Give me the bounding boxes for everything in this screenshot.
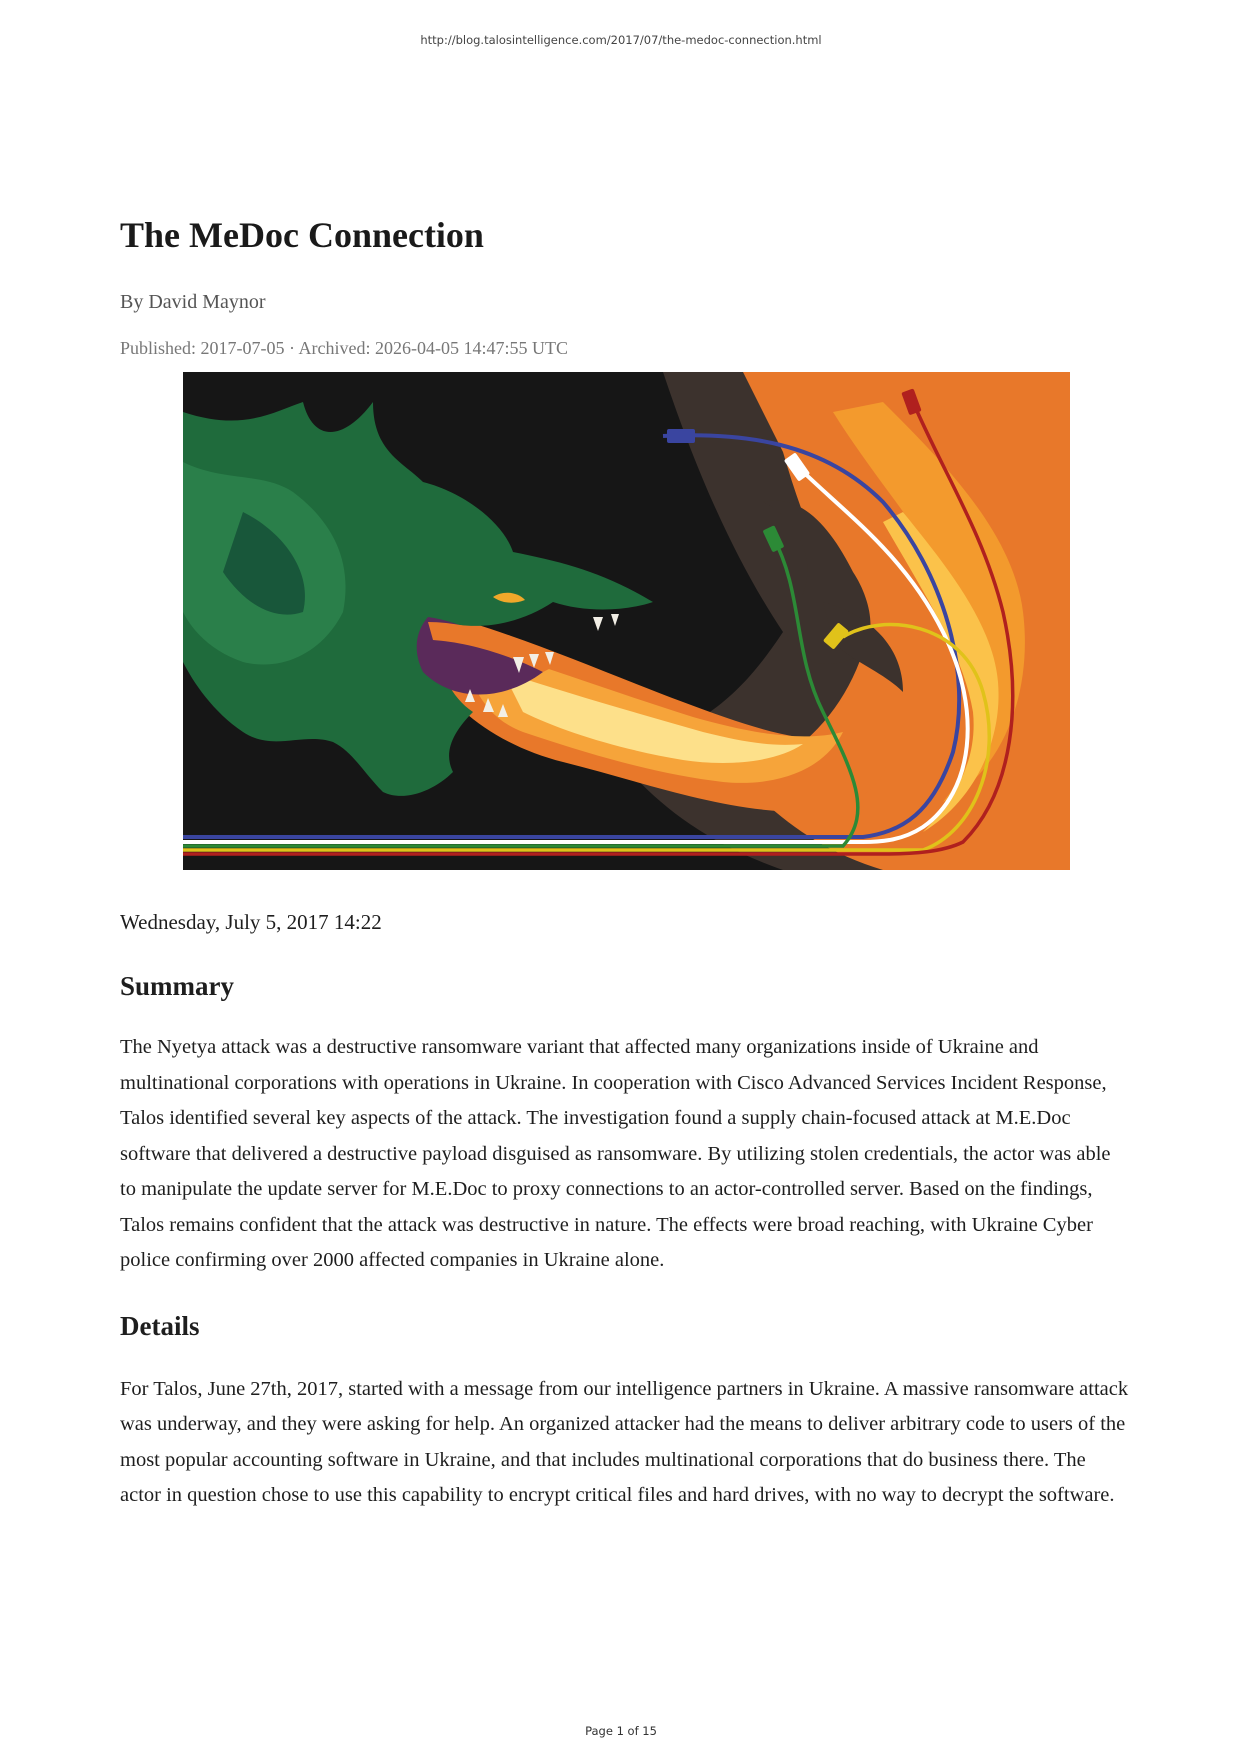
details-paragraph: For Talos, June 27th, 2017, started with a message from our intelligence partners in Ukraine. A massive ransomware attack was underway, and they were asking for help. An organized attacker had the means to deliver arbitrary code to users of the most popular accounting software in Ukraine, and that includes multinational corporations that do business there. The actor in question chose to use this capability to encrypt critical files and hard drives, with no way to decrypt the software. [120,1377,1129,1506]
source-url: http://blog.talosintelligence.com/2017/07/the-medoc-connection.html [420,33,822,47]
page-number: Page 1 of 15 [585,1724,657,1738]
hero-image [183,372,1070,870]
author-byline: By David Maynor [120,291,266,313]
article-title: The MeDoc Connection [120,215,484,255]
publish-meta: Published: 2017-07-05 · Archived: 2026-04-05 14:47:55 UTC [120,338,568,358]
post-date: Wednesday, July 5, 2017 14:22 [120,910,382,934]
summary-heading: Summary [120,971,234,1001]
details-heading: Details [120,1310,200,1341]
summary-paragraph: The Nyetya attack was a destructive ransomware variant that affected many organizations inside of Ukraine and multinational corporations with operations in Ukraine. In cooperation with Cisco Advanced Services Incident Response, Talos identified several key aspects of the attack. The investigation found a supply chain-focused attack at M.E.Doc software that delivered a destructive payload disguised as ransomware. By utilizing stolen credentials, the actor was able to manipulate the update server for M.E.Doc to proxy connections to an actor-controlled server. Based on the findings, Talos remains confident that the attack was destructive in nature. The effects were broad reaching, with Ukraine Cyber police confirming over 2000 affected companies in Ukraine alone. [120,1036,1111,1271]
article [120,210,1130,1514]
